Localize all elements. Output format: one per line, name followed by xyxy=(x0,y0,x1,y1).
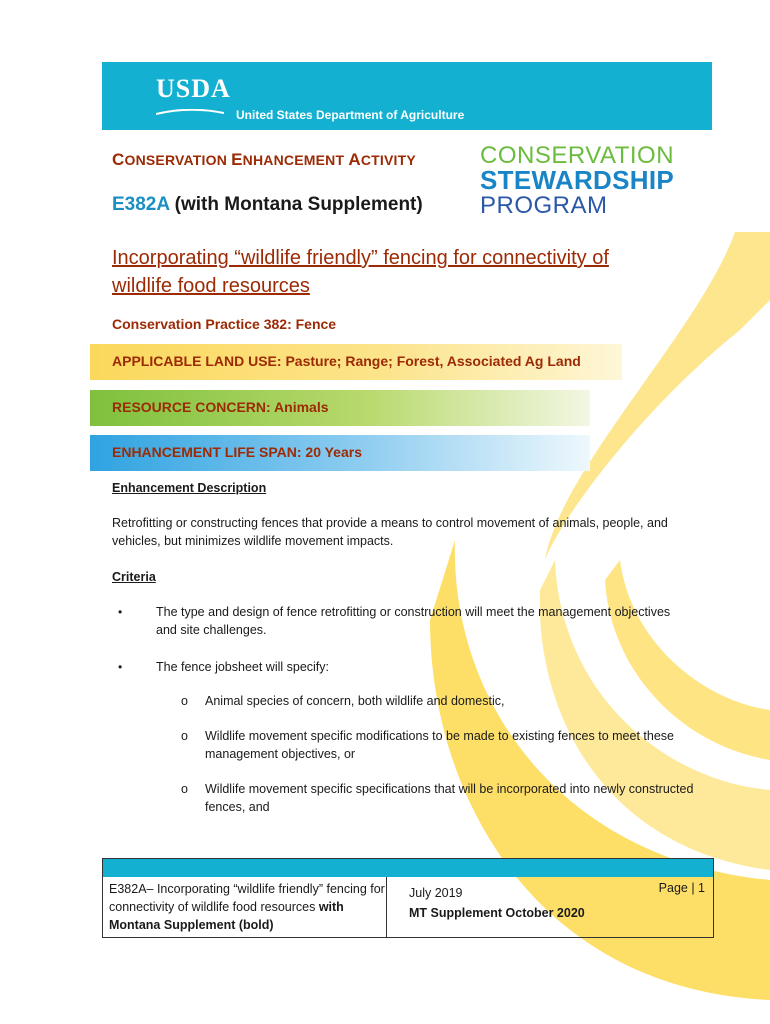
footer-mt-supplement: MT Supplement October 2020 xyxy=(409,906,585,920)
footer-band xyxy=(103,859,713,877)
page-number: Page | 1 xyxy=(658,881,705,895)
activity-heading xyxy=(112,150,416,170)
footer-title-text: E382A– Incorporating “wildlife friendly” fencing for connectivity of wildlife food resources xyxy=(109,882,385,914)
criteria-item-text: The fence jobsheet will specify: xyxy=(156,660,330,674)
usda-logo xyxy=(156,76,231,120)
usda-swoosh-icon xyxy=(156,109,224,115)
page-title xyxy=(112,244,652,300)
footer-date: July 2019 xyxy=(409,886,463,900)
bullet-icon: • xyxy=(118,605,123,619)
conservation-practice: Conservation Practice 382: Fence xyxy=(112,316,337,332)
footer-document-title xyxy=(103,877,387,937)
usda-banner xyxy=(102,62,712,130)
land-use-text: APPLICABLE LAND USE: Pasture; Range; Forest, Associated Ag Land xyxy=(112,353,581,369)
usda-logo-text: USDA xyxy=(156,74,231,103)
supplement-label: (with Montana Supplement) xyxy=(169,194,423,215)
activity-word-2: NHANCEMENT xyxy=(242,152,349,168)
footer-title-bold: with Montana Supplement (bold) xyxy=(109,900,344,932)
csp-logo-line2: STEWARDSHIP xyxy=(480,165,674,195)
criteria-heading: Criteria xyxy=(112,570,156,584)
sub-bullet-icon: o xyxy=(181,729,188,743)
sub-bullet-icon: o xyxy=(181,694,188,708)
criteria-sub-item-text: Animal species of concern, both wildlife and domestic, xyxy=(205,694,505,708)
bullet-icon: • xyxy=(118,660,123,674)
csp-logo-line1: CONSERVATION xyxy=(480,142,675,169)
department-name: United States Department of Agriculture xyxy=(236,108,465,122)
csp-logo-line3: PROGRAM xyxy=(480,192,608,219)
activity-word-1: ONSERVATION xyxy=(124,152,232,168)
description-body: Retrofitting or constructing fences that provide a means to control movement of animals, people, and vehicles, but minimizes wildlife movement impacts. xyxy=(112,516,668,548)
activity-word-3: CTIVITY xyxy=(360,152,416,168)
life-span-bar xyxy=(90,435,590,471)
enhancement-code: E382A xyxy=(112,194,170,215)
title-line1: Incorporating “wildlife friendly” fencing for connectivity of xyxy=(112,247,609,269)
life-span-text: ENHANCEMENT LIFE SPAN: 20 Years xyxy=(112,444,362,460)
activity-initial-e: E xyxy=(231,150,243,169)
csp-logo xyxy=(480,143,674,218)
resource-concern-text: RESOURCE CONCERN: Animals xyxy=(112,399,329,415)
criteria-sub-item-text: Wildlife movement specific specifications that will be incorporated into newly constructed fences, and xyxy=(205,782,694,814)
footer-dates xyxy=(409,883,585,923)
land-use-bar xyxy=(90,344,622,380)
description-heading: Enhancement Description xyxy=(112,481,267,495)
sub-bullet-icon: o xyxy=(181,782,188,796)
activity-initial-a: A xyxy=(348,150,361,169)
criteria-sub-item-text: Wildlife movement specific modifications to be made to existing fences to meet these management objectives, or xyxy=(205,729,674,761)
criteria-item-text: The type and design of fence retrofitting or construction will meet the management objectives and site challenges. xyxy=(156,605,671,637)
enhancement-code-line xyxy=(112,194,423,216)
resource-concern-bar xyxy=(90,390,590,426)
title-line2: wildlife food resources xyxy=(112,275,310,297)
activity-initial-c: C xyxy=(112,150,125,169)
page-footer xyxy=(102,858,714,938)
